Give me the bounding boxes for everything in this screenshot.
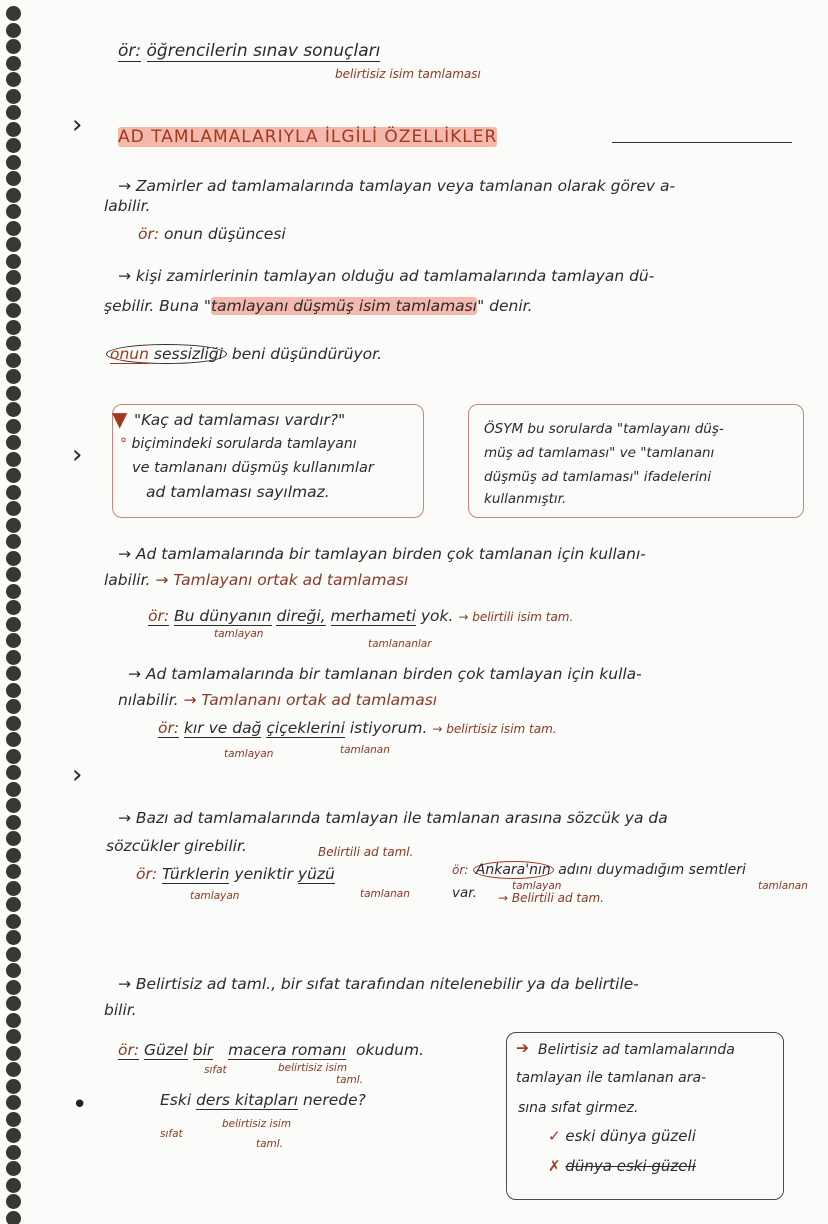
spiral-hole bbox=[6, 39, 21, 54]
heading-text: AD TAMLAMALARIYLA İLGİLİ ÖZELLİKLER bbox=[118, 127, 498, 147]
example-word: okudum. bbox=[356, 1041, 424, 1059]
example-word: Ankara'nın bbox=[473, 861, 554, 879]
spiral-hole bbox=[6, 287, 21, 302]
spiral-hole bbox=[6, 914, 21, 929]
example-prefix: ör: bbox=[118, 41, 142, 61]
spiral-hole bbox=[6, 485, 21, 500]
spiral-hole bbox=[6, 402, 21, 417]
tag-label: tamlayan bbox=[214, 628, 264, 640]
example-word: var. bbox=[452, 885, 477, 901]
tag-label: belirtisiz isim bbox=[222, 1118, 292, 1130]
example-line bbox=[118, 42, 380, 62]
spiral-hole bbox=[6, 963, 21, 978]
tag-label: tamlanan bbox=[758, 880, 808, 892]
note-line: ÖSYM bu sorularda "tamlayanı düş- bbox=[484, 421, 724, 437]
note-line: ad tamlaması sayılmaz. bbox=[146, 483, 330, 501]
note-line: düşmüş ad tamlaması" ifadelerini bbox=[484, 469, 712, 485]
spiral-hole bbox=[6, 452, 21, 467]
example-word: merhameti bbox=[330, 607, 416, 625]
spiral-hole bbox=[6, 848, 21, 863]
spiral-hole bbox=[6, 1194, 21, 1209]
example-prefix: ör: bbox=[136, 865, 158, 883]
paragraph-line: bilir. bbox=[104, 1001, 137, 1019]
paragraph-line bbox=[104, 572, 408, 590]
example-label: belirtisiz isim tamlaması bbox=[335, 67, 481, 81]
spiral-hole bbox=[6, 617, 21, 632]
example-word: yok. bbox=[420, 607, 454, 625]
tag-label: tamlayan bbox=[190, 890, 240, 902]
spiral-hole bbox=[6, 567, 21, 582]
spiral-hole bbox=[6, 947, 21, 962]
note-line: müş ad tamlaması" ve "tamlananı bbox=[484, 445, 715, 461]
spiral-hole bbox=[6, 72, 21, 87]
circled-phrase bbox=[106, 344, 227, 364]
text-part: nılabilir. bbox=[118, 691, 179, 709]
spiral-hole bbox=[6, 600, 21, 615]
spiral-hole bbox=[6, 765, 21, 780]
note-text: biçimindeki sorularda tamlayanı bbox=[131, 436, 357, 452]
spiral-hole bbox=[6, 435, 21, 450]
example-line bbox=[106, 346, 382, 364]
spiral-hole bbox=[6, 336, 21, 351]
paragraph-line bbox=[118, 692, 437, 710]
spiral-hole bbox=[6, 897, 21, 912]
tag-label: tamlananlar bbox=[368, 638, 432, 650]
warning-icon: ▼ bbox=[112, 407, 128, 431]
example-word: Türklerin bbox=[162, 865, 230, 883]
text-part: → Tamlananı ortak ad tamlaması bbox=[183, 691, 438, 709]
spiral-hole bbox=[6, 1095, 21, 1110]
spiral-binding bbox=[0, 0, 30, 1224]
spiral-hole bbox=[6, 221, 21, 236]
spiral-hole bbox=[6, 534, 21, 549]
example-word: nerede? bbox=[302, 1091, 366, 1109]
tag-label: belirtisiz isim bbox=[278, 1062, 348, 1074]
spiral-hole bbox=[6, 815, 21, 830]
paragraph-line: → kişi zamirlerinin tamlayan olduğu ad tamlamalarında tamlayan dü- bbox=[118, 267, 655, 285]
tag-label: taml. bbox=[256, 1138, 284, 1150]
example-line bbox=[138, 226, 286, 244]
text-part: şebilir. Buna " bbox=[104, 297, 212, 315]
check-icon: ✓ bbox=[548, 1127, 561, 1145]
example-word: çiçeklerini bbox=[266, 719, 345, 737]
note-line bbox=[120, 436, 357, 452]
spiral-hole bbox=[6, 501, 21, 516]
example-line bbox=[136, 866, 335, 884]
example-text: öğrencilerin sınav sonuçları bbox=[146, 41, 381, 61]
spiral-hole bbox=[6, 1128, 21, 1143]
note-line: kullanmıştır. bbox=[484, 491, 567, 507]
example-prefix: ör: bbox=[158, 719, 180, 737]
spiral-hole bbox=[6, 749, 21, 764]
margin-mark: › bbox=[72, 760, 83, 790]
spiral-hole bbox=[6, 930, 21, 945]
spiral-hole bbox=[6, 155, 21, 170]
margin-mark: › bbox=[72, 110, 83, 140]
text-part: labilir. bbox=[104, 571, 151, 589]
spiral-hole bbox=[6, 468, 21, 483]
spiral-hole bbox=[6, 6, 21, 21]
spiral-hole bbox=[6, 23, 21, 38]
note-line: tamlayan ile tamlanan ara- bbox=[516, 1070, 707, 1086]
example-word: macera romanı bbox=[228, 1041, 347, 1059]
example-note: Belirtili ad taml. bbox=[318, 845, 414, 859]
example-prefix: ör: bbox=[148, 607, 170, 625]
spiral-hole bbox=[6, 89, 21, 104]
note-line: Belirtisiz ad tamlamalarında bbox=[538, 1042, 735, 1058]
spiral-hole bbox=[6, 188, 21, 203]
spiral-hole bbox=[6, 518, 21, 533]
example-text: onun düşüncesi bbox=[164, 225, 286, 243]
wrong-example bbox=[548, 1158, 696, 1175]
spiral-hole bbox=[6, 1161, 21, 1176]
spiral-hole bbox=[6, 831, 21, 846]
spiral-hole bbox=[6, 1211, 21, 1224]
spiral-hole bbox=[6, 171, 21, 186]
spiral-hole bbox=[6, 683, 21, 698]
spiral-hole bbox=[6, 270, 21, 285]
spiral-hole bbox=[6, 138, 21, 153]
example-note: → Belirtili ad tam. bbox=[498, 891, 604, 905]
example-word: onun bbox=[110, 345, 149, 363]
spiral-hole bbox=[6, 56, 21, 71]
tag-label: tamlayan bbox=[512, 880, 562, 892]
example-line bbox=[160, 1092, 366, 1110]
spiral-hole bbox=[6, 237, 21, 252]
spiral-hole bbox=[6, 1046, 21, 1061]
spiral-hole bbox=[6, 254, 21, 269]
example-word: Eski bbox=[160, 1091, 192, 1109]
heading-line bbox=[612, 142, 792, 143]
section-heading bbox=[118, 128, 497, 148]
example-word: sessizliği bbox=[153, 345, 223, 363]
tag-label: tamlayan bbox=[224, 748, 274, 760]
paragraph-line: → Ad tamlamalarında bir tamlayan birden çok tamlanan için kullanı- bbox=[118, 545, 646, 563]
arrow-icon: ➔ bbox=[516, 1039, 529, 1057]
example-line bbox=[452, 862, 746, 878]
tag-label: tamlanan bbox=[340, 744, 390, 756]
example-note: → belirtisiz isim tam. bbox=[432, 722, 557, 736]
margin-mark: • bbox=[72, 1090, 88, 1120]
tag-label: tamlanan bbox=[360, 888, 410, 900]
spiral-hole bbox=[6, 666, 21, 681]
spiral-hole bbox=[6, 1013, 21, 1028]
example-word: Bu dünyanın bbox=[174, 607, 272, 625]
highlight-term: tamlayanı düşmüş isim tamlaması bbox=[211, 297, 478, 315]
correct-example bbox=[548, 1128, 696, 1145]
spiral-hole bbox=[6, 782, 21, 797]
spiral-hole bbox=[6, 105, 21, 120]
spiral-hole bbox=[6, 1079, 21, 1094]
example-word: direği, bbox=[276, 607, 326, 625]
spiral-hole bbox=[6, 369, 21, 384]
example-line bbox=[148, 608, 573, 626]
spiral-hole bbox=[6, 699, 21, 714]
tag-label: sıfat bbox=[204, 1064, 227, 1076]
tag-label: taml. bbox=[336, 1074, 364, 1086]
spiral-hole bbox=[6, 1062, 21, 1077]
spiral-hole bbox=[6, 1029, 21, 1044]
paragraph-line: → Zamirler ad tamlamalarında tamlayan veya tamlanan olarak görev a- bbox=[118, 177, 676, 195]
example-line bbox=[118, 1042, 424, 1060]
paragraph-line: → Bazı ad tamlamalarında tamlayan ile tamlanan arasına sözcük ya da bbox=[118, 809, 668, 827]
example-word: bir bbox=[192, 1041, 214, 1059]
example-text: dünya eski güzeli bbox=[565, 1157, 696, 1175]
example-note: → belirtili isim tam. bbox=[458, 610, 574, 624]
example-word: yeniktir bbox=[234, 865, 293, 883]
paragraph-line: labilir. bbox=[104, 197, 151, 215]
example-word: kır ve dağ bbox=[184, 719, 262, 737]
spiral-hole bbox=[6, 996, 21, 1011]
spiral-hole bbox=[6, 320, 21, 335]
paragraph-line bbox=[104, 298, 533, 316]
note-line: "Kaç ad tamlaması vardır?" bbox=[134, 411, 346, 429]
spiral-hole bbox=[6, 551, 21, 566]
spiral-hole bbox=[6, 798, 21, 813]
paragraph-line: → Ad tamlamalarında bir tamlanan birden çok tamlayan için kulla- bbox=[128, 665, 642, 683]
tag-label: sıfat bbox=[160, 1128, 183, 1140]
margin-mark: › bbox=[72, 440, 83, 470]
spiral-hole bbox=[6, 303, 21, 318]
spiral-hole bbox=[6, 122, 21, 137]
spiral-hole bbox=[6, 204, 21, 219]
note-line: sına sıfat girmez. bbox=[518, 1100, 639, 1116]
paragraph-line: → Belirtisiz ad taml., bir sıfat tarafından nitelenebilir ya da belirtile- bbox=[118, 975, 639, 993]
example-word: Güzel bbox=[144, 1041, 188, 1059]
spiral-hole bbox=[6, 633, 21, 648]
example-word: ders kitapları bbox=[196, 1091, 299, 1109]
spiral-hole bbox=[6, 864, 21, 879]
example-prefix: ör: bbox=[138, 225, 160, 243]
text-part: " denir. bbox=[477, 297, 533, 315]
spiral-hole bbox=[6, 1112, 21, 1127]
spiral-hole bbox=[6, 386, 21, 401]
spiral-hole bbox=[6, 1178, 21, 1193]
example-text: beni düşündürüyor. bbox=[231, 345, 383, 363]
example-prefix: ör: bbox=[452, 863, 469, 877]
spiral-hole bbox=[6, 650, 21, 665]
example-line bbox=[158, 720, 557, 738]
spiral-hole bbox=[6, 716, 21, 731]
spiral-hole bbox=[6, 1145, 21, 1160]
spiral-hole bbox=[6, 419, 21, 434]
example-text: eski dünya güzeli bbox=[565, 1127, 696, 1145]
spiral-hole bbox=[6, 881, 21, 896]
example-word: adını duymadığım semtleri bbox=[558, 862, 746, 878]
paragraph-line: sözcükler girebilir. bbox=[106, 837, 247, 855]
note-line: ve tamlananı düşmüş kullanımlar bbox=[132, 460, 374, 476]
spiral-hole bbox=[6, 353, 21, 368]
example-word: istiyorum. bbox=[349, 719, 428, 737]
example-prefix: ör: bbox=[118, 1041, 140, 1059]
bullet-icon: ° bbox=[120, 436, 132, 452]
spiral-hole bbox=[6, 584, 21, 599]
spiral-hole bbox=[6, 980, 21, 995]
example-word: yüzü bbox=[297, 865, 335, 883]
spiral-hole bbox=[6, 732, 21, 747]
text-part: → Tamlayanı ortak ad tamlaması bbox=[155, 571, 409, 589]
cross-icon: ✗ bbox=[548, 1157, 561, 1175]
